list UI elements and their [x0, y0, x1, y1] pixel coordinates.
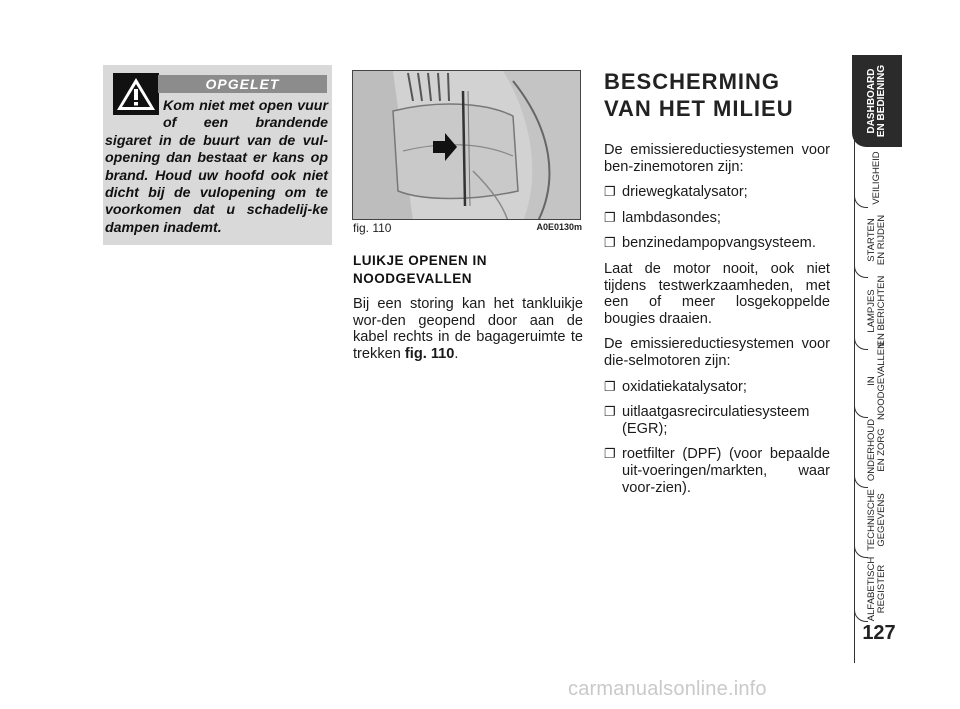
figure-code: A0E0130m	[536, 222, 582, 232]
list-item: ❐ driewegkatalysator;	[604, 184, 748, 201]
tab-dashboard[interactable]: DASHBOARD EN BEDIENING	[852, 55, 902, 147]
figure-caption	[353, 221, 582, 235]
tab-veiligheid[interactable]: VEILIGHEID	[871, 151, 882, 205]
figure-label: fig. 110	[353, 221, 392, 235]
tab-separator	[854, 476, 868, 488]
diesel-list	[604, 379, 830, 497]
list-item: ❐ benzinedampopvangsysteem.	[604, 235, 816, 252]
warning-text-first-line: Kom niet met open vuur of een brandende	[163, 98, 328, 132]
environment-section	[604, 142, 830, 505]
warning-text-rest: sigaret in de buurt van de vul-opening dan bestaat er kans op brand. Houd uw hoofd ook niet dicht bij de vulopening om te voorkomen dat u schadelij-ke dampen inademt.	[105, 132, 328, 236]
checkbox-bullet-icon: ❐	[604, 184, 616, 200]
warning-banner: OPGELET	[158, 75, 327, 93]
diesel-intro: De emissiereductiesystemen voor die-selmotoren zijn:	[604, 336, 830, 369]
petrol-list	[604, 184, 830, 252]
section-body-emergency-flap	[353, 296, 583, 362]
section-heading-emergency-flap: LUIKJE OPENEN IN NOODGEVALLEN	[353, 253, 488, 286]
tab-separator	[854, 196, 868, 208]
tab-alfabetisch-register[interactable]: ALFABETISCH REGISTER	[866, 556, 887, 622]
trunk-illustration	[353, 71, 581, 220]
tab-lampjes-berichten[interactable]: LAMPJES EN BERICHTEN	[866, 275, 887, 347]
figure-trunk-cable	[352, 70, 581, 220]
tab-onderhoud-zorg[interactable]: ONDERHOUD EN ZORG	[866, 418, 887, 482]
body-text: Bij een storing kan het tankluikje wor-den geopend door aan de kabel rechts in de bagageruimte te trekken	[353, 296, 583, 362]
page-number: 127	[862, 622, 896, 644]
watermark: carmanualsonline.info	[568, 678, 767, 700]
checkbox-bullet-icon: ❐	[604, 209, 616, 225]
tab-separator	[854, 546, 868, 558]
checkbox-bullet-icon: ❐	[604, 378, 616, 394]
tab-starten-rijden[interactable]: STARTEN EN RIJDEN	[866, 214, 887, 266]
list-item: ❐ roetfilter (DPF) (voor bepaalde uit-voeringen/markten, waar voor-zien).	[604, 446, 830, 496]
tab-separator	[854, 266, 868, 278]
list-item: ❐ oxidatiekatalysator;	[604, 378, 747, 395]
tab-separator	[854, 406, 868, 418]
body-end: .	[454, 345, 459, 362]
tab-noodgevallen[interactable]: IN NOODGEVALLEN	[866, 342, 887, 420]
list-item: ❐ lambdasondes;	[604, 209, 721, 226]
tab-technische-gegevens[interactable]: TECHNISCHE GEGEVENS	[866, 489, 887, 551]
figure-reference: fig. 110	[404, 345, 455, 362]
page-title: BESCHERMING VAN HET MILIEU	[604, 69, 794, 121]
spark-plug-warning: Laat de motor nooit, ook niet tijdens testwerkzaamheden, met een of meer losgekoppelde bougies draaien.	[604, 260, 830, 327]
list-item: ❐ uitlaatgasrecirculatiesysteem (EGR);	[604, 404, 810, 437]
warning-text	[103, 98, 328, 237]
checkbox-bullet-icon: ❐	[604, 404, 616, 420]
tab-separator	[854, 338, 868, 350]
tab-separator	[854, 610, 868, 622]
petrol-intro: De emissiereductiesystemen voor ben-zinemotoren zijn:	[604, 142, 830, 175]
checkbox-bullet-icon: ❐	[604, 446, 616, 462]
checkbox-bullet-icon: ❐	[604, 235, 616, 251]
warning-box	[103, 65, 332, 245]
